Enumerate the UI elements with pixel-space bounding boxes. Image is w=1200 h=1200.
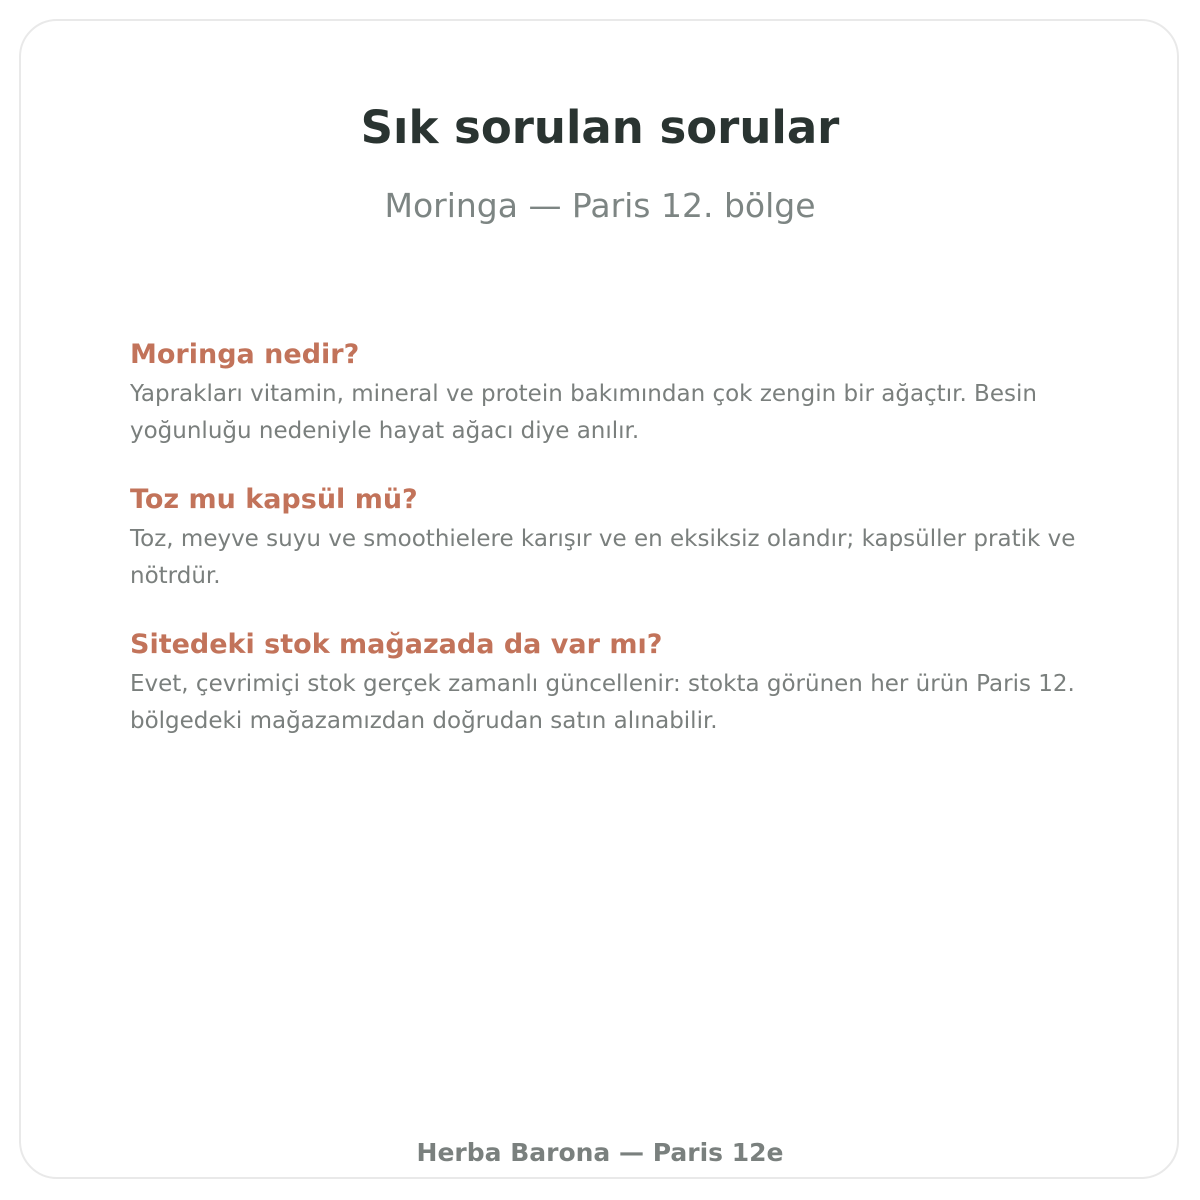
faq-answer: Yaprakları vitamin, mineral ve protein bakımından çok zengin bir ağaçtır. Besin yoğunluğu nedeniyle hayat ağacı diye anılır. <box>130 381 1037 444</box>
faq-question: Moringa nedir? <box>130 339 360 370</box>
faq-item <box>130 481 1110 595</box>
faq-answer: Toz, meyve suyu ve smoothielere karışır ve en eksiksiz olandır; kapsüller pratik ve nötrdür. <box>130 526 1076 589</box>
faq-question: Toz mu kapsül mü? <box>130 484 418 515</box>
footer-brand: Herba Barona — Paris 12e <box>416 1138 784 1167</box>
page-subtitle: Moringa — Paris 12. bölge <box>384 186 816 225</box>
faq-answer: Evet, çevrimiçi stok gerçek zamanlı güncellenir: stokta görünen her ürün Paris 12. bölgedeki mağazamızdan doğrudan satın alınabilir. <box>130 671 1075 734</box>
page-title: Sık sorulan sorular <box>360 101 840 154</box>
faq-item <box>130 626 1110 740</box>
faq-item <box>130 336 1110 450</box>
faq-list <box>130 336 1110 771</box>
faq-question: Sitedeki stok mağazada da var mı? <box>130 629 663 660</box>
